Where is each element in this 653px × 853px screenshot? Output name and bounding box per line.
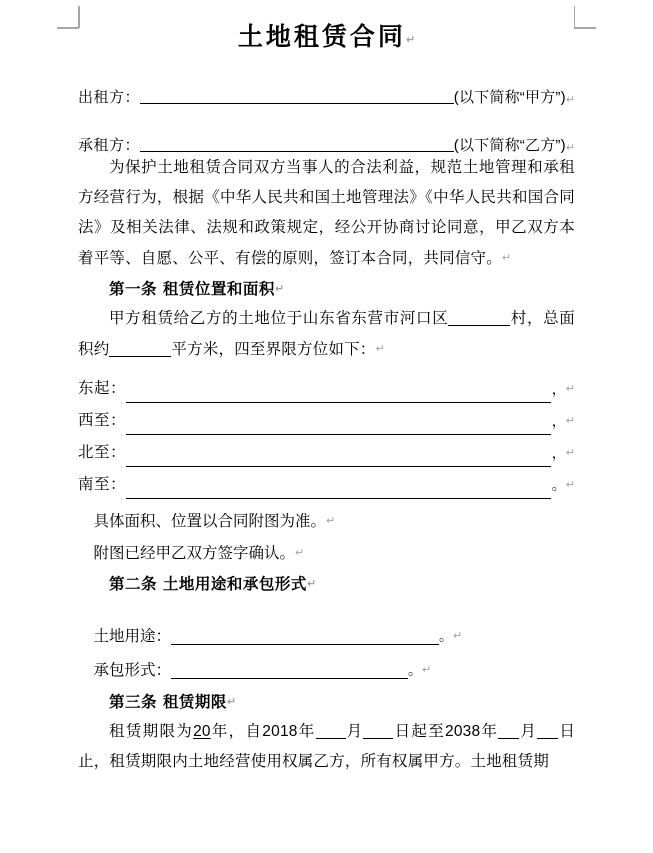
term-text-part-2: 年，自 [210, 723, 263, 741]
end-day-blank-field[interactable] [537, 738, 558, 739]
crop-mark-top-left [57, 6, 79, 28]
term-years-value: 20 [193, 723, 211, 741]
lease-term-paragraph [78, 717, 575, 777]
boundary-blank-west[interactable] [126, 415, 551, 435]
location-note-1 [78, 505, 575, 537]
location-text-part-2: 村，总面积约 [78, 310, 575, 359]
location-notes [78, 505, 575, 569]
boundary-direction-list [78, 373, 575, 501]
term-text-part-8: 日止，租赁期限内土地经营使用权属乙方，所有权属甲方。土地租赁期 [78, 723, 576, 771]
pilcrow-mark: ↵ [501, 251, 512, 265]
intro-paragraph [78, 153, 575, 274]
pilcrow-mark: ↵ [306, 577, 317, 591]
pilcrow-mark: ↵ [226, 695, 237, 709]
boundary-label-west: 西至： [78, 412, 127, 430]
pilcrow-mark: ↵ [274, 282, 285, 296]
title-text: 土地租赁合同 [237, 24, 406, 51]
area-blank-field[interactable] [109, 356, 171, 357]
village-blank-field[interactable] [448, 325, 510, 326]
boundary-label-north: 北至： [78, 444, 127, 462]
boundary-blank-north[interactable] [126, 447, 551, 467]
lessee-alias-note: (以下简称“乙方”) [453, 137, 566, 155]
term-text-part-6: 年 [480, 723, 499, 741]
pilcrow-mark: ↵ [565, 446, 575, 460]
pilcrow-mark: ↵ [405, 33, 416, 46]
boundary-row-south [78, 469, 575, 501]
pilcrow-mark: ↵ [565, 141, 575, 155]
lessee-blank-field[interactable] [140, 135, 454, 152]
term-text-part-4: 月 [345, 723, 364, 741]
boundary-punct-west: ， [551, 413, 566, 430]
land-use-label: 土地用途： [93, 628, 172, 646]
pilcrow-mark: ↵ [565, 93, 575, 107]
boundary-row-west [78, 405, 575, 437]
section-heading-2 [78, 569, 575, 599]
term-text-part-3: 年 [297, 723, 316, 741]
lessor-alias-note: (以下简称“甲方”) [453, 89, 566, 107]
start-day-blank-field[interactable] [363, 738, 393, 739]
contract-form-punct: 。 [408, 662, 423, 679]
location-text-part-3: 平方米，四至界限方位如下： [171, 341, 376, 359]
land-use-blank-field[interactable] [171, 644, 439, 645]
land-use-row [78, 619, 575, 653]
boundary-row-north [78, 437, 575, 469]
section-heading-3 [78, 687, 575, 717]
contract-form-blank-field[interactable] [171, 678, 408, 679]
term-end-year: 2038 [445, 723, 481, 741]
pilcrow-mark: ↵ [565, 414, 575, 428]
boundary-punct-north: ， [551, 445, 566, 462]
pilcrow-mark: ↵ [295, 546, 305, 560]
term-start-year: 2018 [262, 723, 298, 741]
location-paragraph [78, 304, 575, 365]
location-note-1-text: 具体面积、位置以合同附图为准。 [93, 513, 327, 531]
location-note-2 [78, 537, 575, 569]
lessee-row [78, 135, 575, 153]
boundary-row-east [78, 373, 575, 405]
land-use-field-list [78, 619, 575, 687]
pilcrow-mark: ↵ [565, 478, 575, 492]
section-2-title: 第二条 土地用途和承包形式 [109, 575, 307, 594]
boundary-punct-east: ， [551, 381, 566, 398]
boundary-blank-south[interactable] [126, 479, 551, 499]
lessor-row [78, 87, 575, 105]
intro-text: 为保护土地租赁合同双方当事人的合法利益，规范土地管理和承租方经营行为，根据《中华人民共和国土地管理法》《中华人民共和国合同法》及相关法律、法规和政策规定，经公开协商讨论同意，甲乙双方本着平等、自愿、公平、有偿的原则，签订本合同，共同信守。 [78, 159, 575, 268]
land-use-punct: 。 [439, 628, 454, 645]
start-month-blank-field[interactable] [316, 738, 346, 739]
document-content [78, 0, 575, 777]
term-text-part-7: 月 [519, 723, 538, 741]
term-text-part-1: 租赁期限为 [109, 723, 194, 741]
pilcrow-mark: ↵ [565, 382, 575, 396]
contract-form-label: 承包形式： [93, 662, 172, 680]
boundary-label-east: 东起： [78, 380, 127, 398]
pilcrow-mark: ↵ [326, 514, 336, 528]
lessee-label: 承租方： [78, 137, 141, 155]
contract-form-row [78, 653, 575, 687]
location-text-part-1: 甲方租赁给乙方的土地位于山东省东营市河口区 [109, 310, 449, 328]
page-title [78, 22, 575, 53]
boundary-label-south: 南至： [78, 476, 127, 494]
section-1-title: 第一条 租赁位置和面积 [109, 280, 275, 299]
section-3-title: 第三条 租赁期限 [109, 693, 227, 712]
lessor-blank-field[interactable] [140, 87, 454, 104]
boundary-blank-east[interactable] [126, 383, 551, 403]
pilcrow-mark: ↵ [453, 629, 463, 643]
end-month-blank-field[interactable] [498, 738, 519, 739]
location-note-2-text: 附图已经甲乙双方签字确认。 [93, 545, 296, 563]
crop-mark-top-right [574, 6, 596, 28]
pilcrow-mark: ↵ [375, 342, 385, 356]
lessor-label: 出租方： [78, 89, 141, 107]
pilcrow-mark: ↵ [422, 663, 432, 677]
boundary-punct-south: 。 [551, 477, 566, 494]
term-text-part-5: 日起至 [393, 723, 446, 741]
section-heading-1 [78, 274, 575, 304]
